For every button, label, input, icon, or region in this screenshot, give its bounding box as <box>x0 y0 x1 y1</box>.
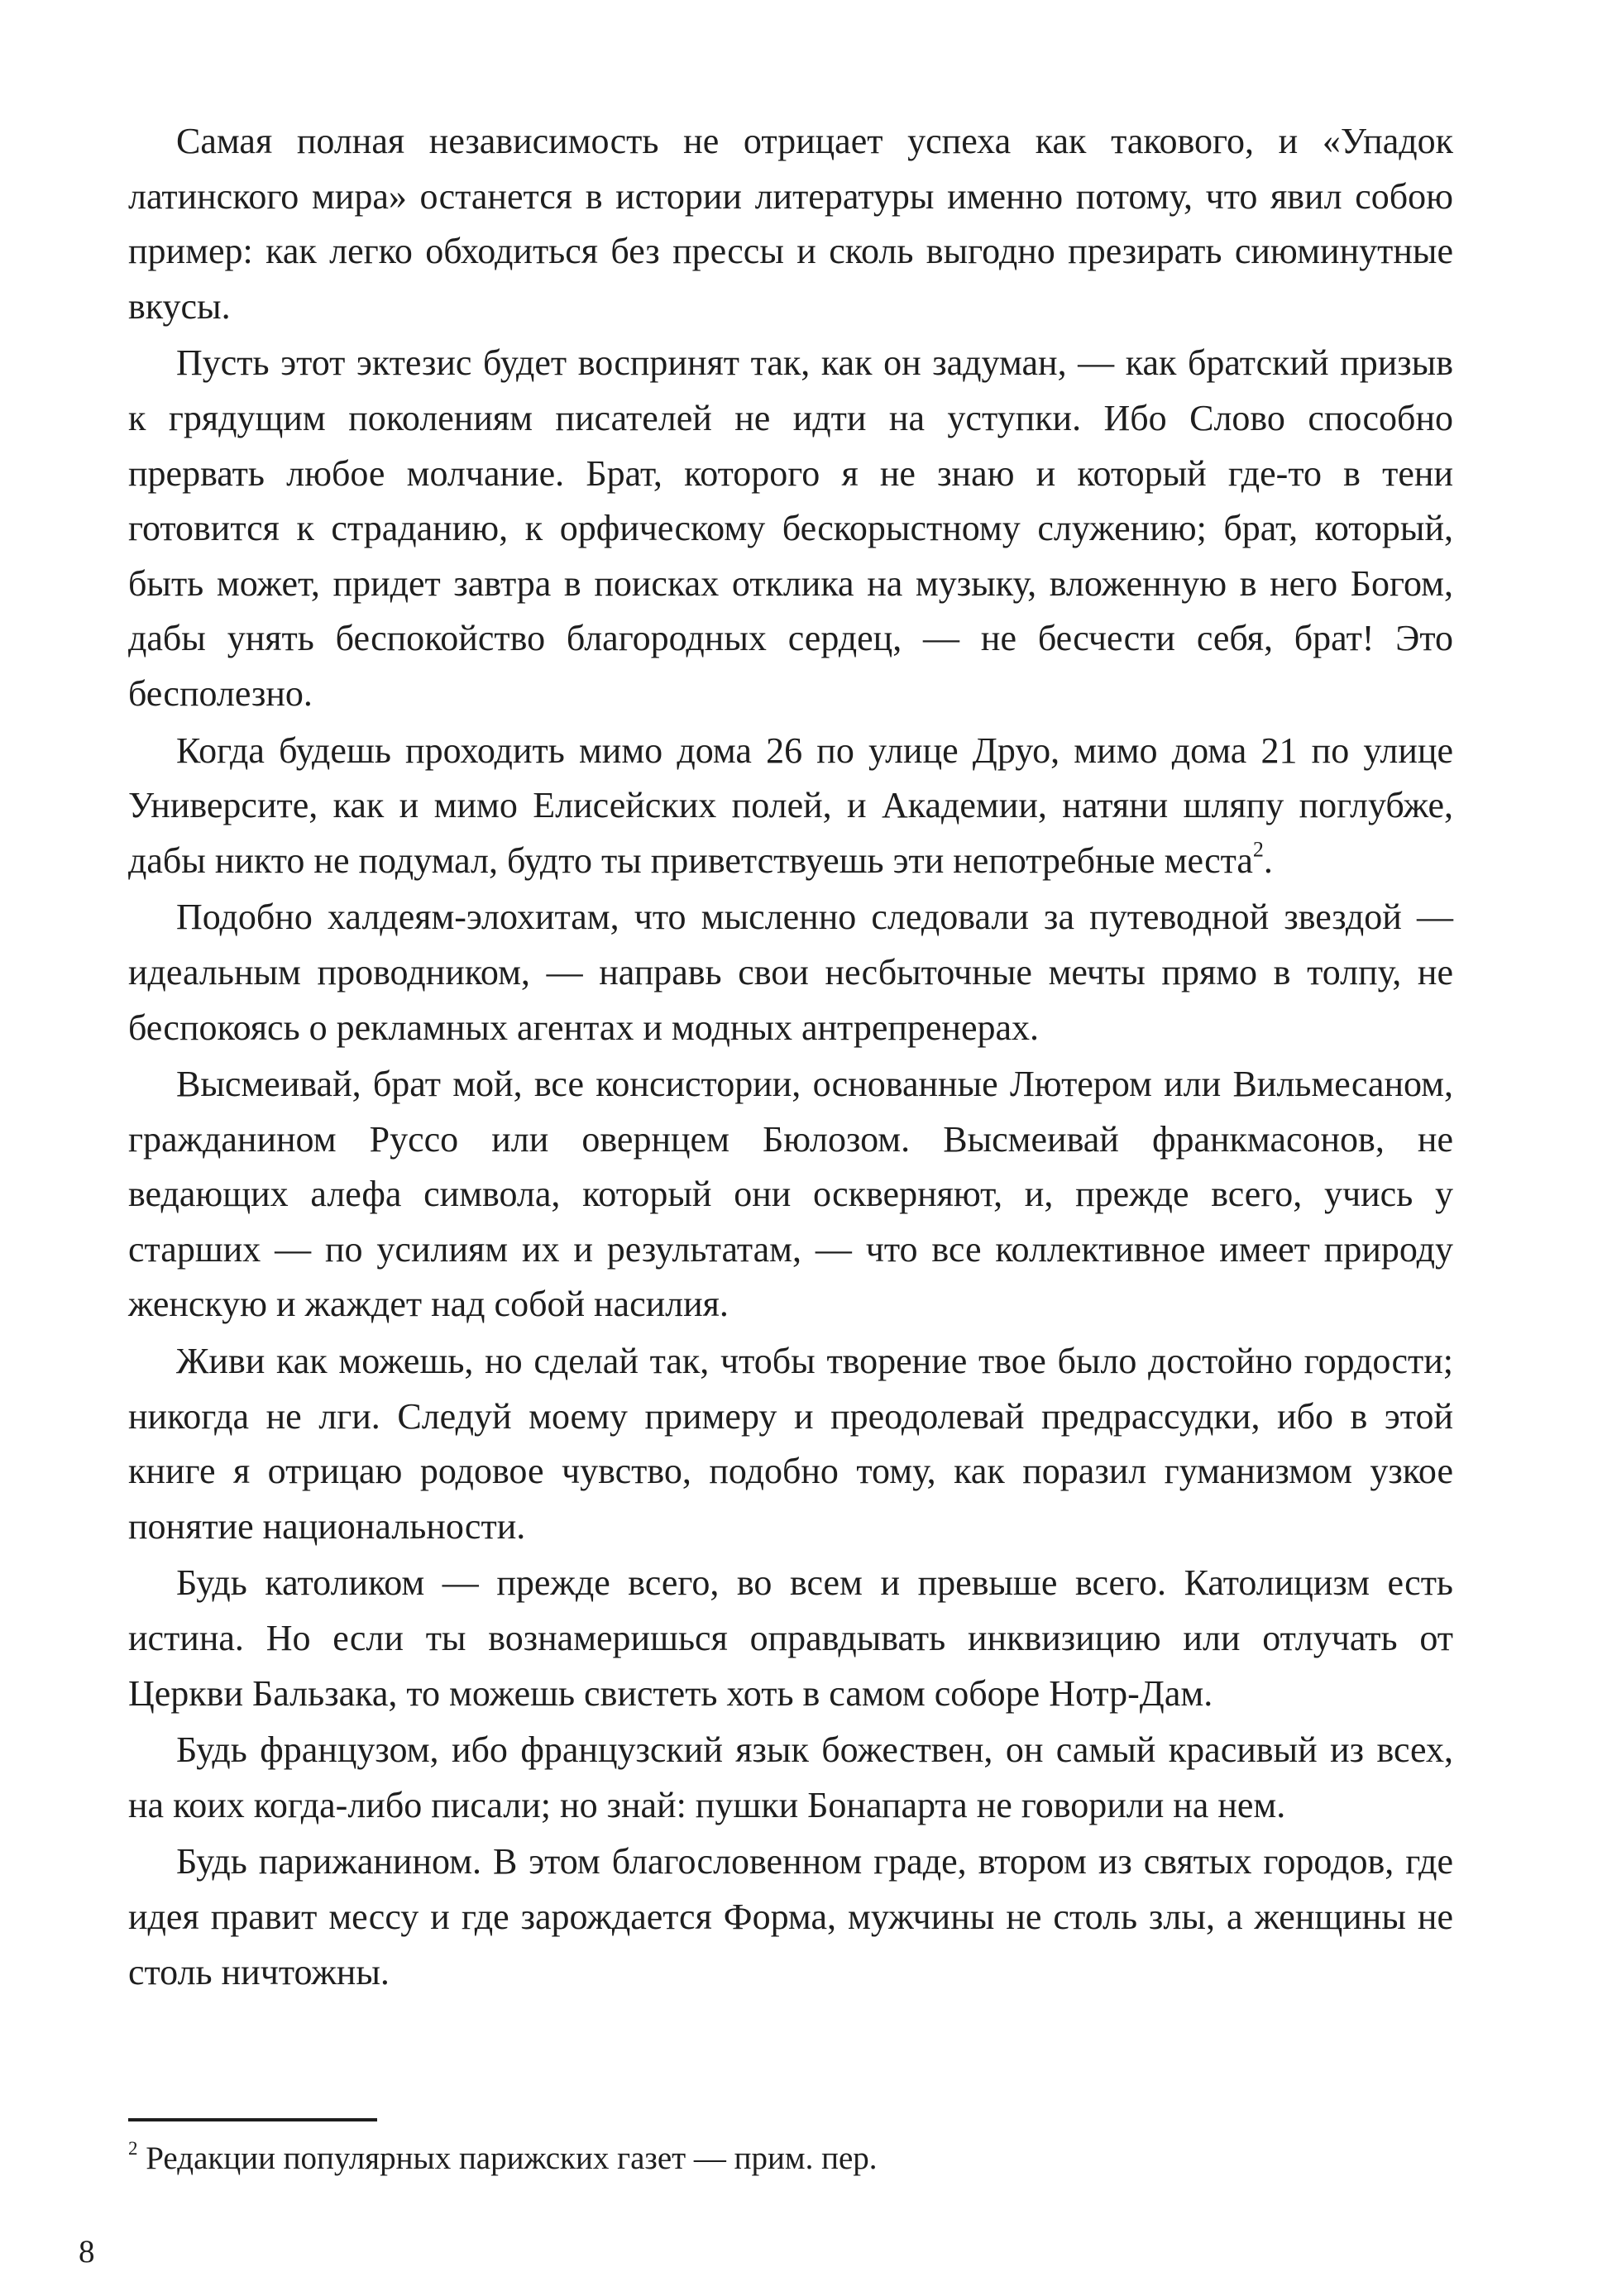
paragraph: Подобно халдеям-элохитам, что мысленно следовали за путеводной звездой — идеальным проводником, — направь свои несбыточные мечты прямо в толпу, не беспокоясь о рекламных агентах и модных антрепренерах. <box>128 897 1453 1048</box>
paragraph: Высмеивай, брат мой, все консистории, основанные Лютером или Вильмесаном, гражданином Руссо или овернцем Бюлозом. Высмеивай франкмасонов, не ведающих алефа символа, который они оскверняют, и, прежде всего, учись у старших — по усилиям их и результатам, — что все коллективное имеет природу женскую и жаждет над собой насилия. <box>128 1064 1453 1325</box>
footnote-marker: 2 <box>128 2137 138 2159</box>
footnote-reference[interactable]: 2 <box>1252 837 1264 862</box>
paragraph: Будь парижанином. В этом благословенном граде, втором из святых городов, где идея правит мессу и где зарождается Форма, мужчины не столь злы, а женщины не столь ничтожны. <box>128 1841 1453 1992</box>
paragraph-text: Когда будешь проходить мимо дома 26 по улице Друо, мимо дома 21 по улице Университе, как и мимо Елисейских полей, и Академии, натяни шляпу поглубже, дабы никто не подумал, будто ты приветствуешь эти непотребные места <box>128 729 1453 881</box>
paragraph: Пусть этот эктезис будет воспринят так, как он задуман, — как братский призыв к грядущим поколениям писателей не идти на уступки. Ибо Слово способно прервать любое молчание. Брат, которого я не знаю и который где-то в тени готовится к страданию, к орфическому бескорыстному служению; брат, который, быть может, придет завтра в поисках отклика на музыку, вложенную в него Богом, дабы унять беспокойство благородных сердец, — не бесчести себя, брат! Это бесполезно. <box>128 342 1453 714</box>
paragraph: Живи как можешь, но сделай так, чтобы творение твое было достойно гордости; никогда не лги. Следуй моему примеру и преодолевай предрассудки, ибо в этой книге я отрицаю родовое чувство, подобно тому, как поразил гуманизмом узкое понятие национальности. <box>128 1341 1453 1547</box>
paragraph-text-end: . <box>1263 839 1273 881</box>
footnote-divider <box>128 2118 377 2121</box>
footnote <box>128 2136 1453 2181</box>
page-number: 8 <box>79 2234 95 2270</box>
paragraph <box>128 724 1453 889</box>
body-text <box>128 114 1453 2002</box>
footnote-text: Редакции популярных парижских газет — прим. пер. <box>137 2141 878 2176</box>
paragraph: Будь католиком — прежде всего, во всем и превыше всего. Католицизм есть истина. Но если ты вознамеришься оправдывать инквизицию или отлучать от Церкви Бальзака, то можешь свистеть хоть в самом соборе Нотр-Дам. <box>128 1562 1453 1714</box>
paragraph: Будь французом, ибо французский язык божествен, он самый красивый из всех, на коих когда-либо писали; но знай: пушки Бонапарта не говорили на нем. <box>128 1729 1453 1825</box>
paragraph: Самая полная независимость не отрицает успеха как такового, и «Упадок латинского мира» останется в истории литературы именно потому, что явил собою пример: как легко обходиться без прессы и сколь выгодно презирать сиюминутные вкусы. <box>128 121 1453 327</box>
